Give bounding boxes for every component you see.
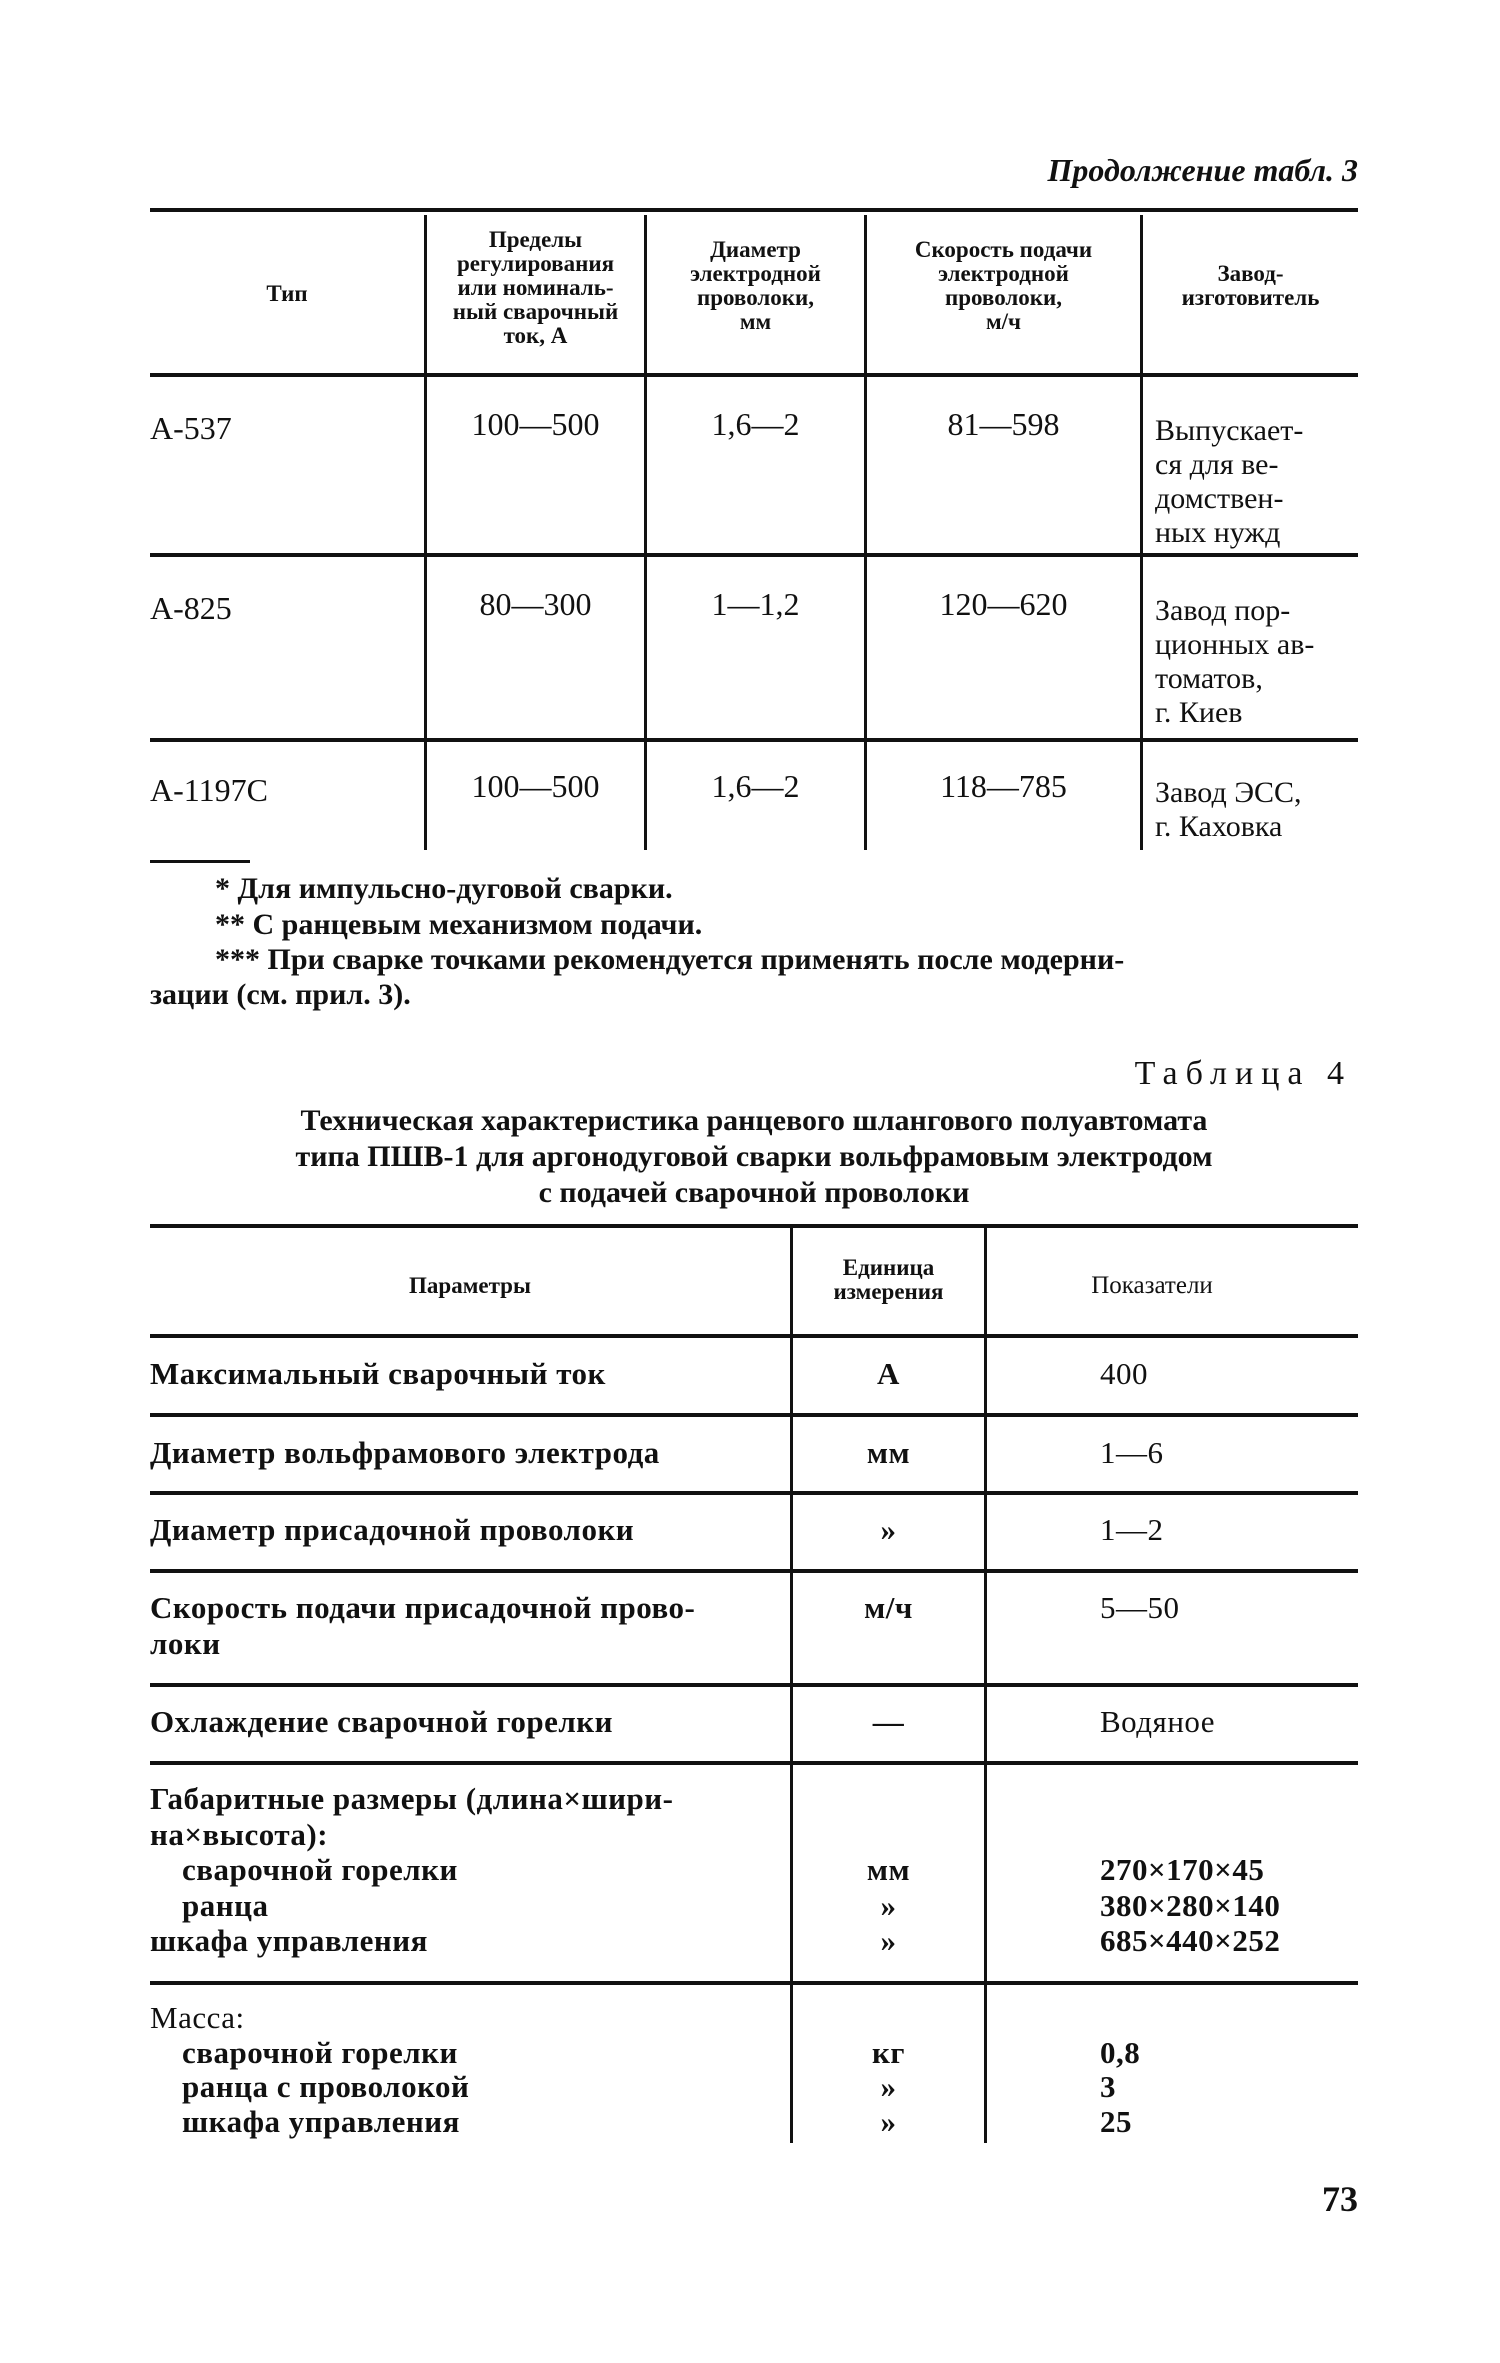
unit-line: мм [866, 1852, 911, 1887]
header-current [427, 228, 644, 348]
header-type [150, 282, 424, 306]
unit-cell: » [880, 1512, 897, 1547]
maker-line: ционных ав- [1155, 628, 1315, 661]
param-cell [150, 1590, 695, 1662]
param-line: Масса: [150, 2000, 245, 2035]
footnote-rule [150, 860, 250, 863]
cell-speed: 81—598 [947, 406, 1060, 442]
page-number: 73 [1322, 2179, 1358, 2219]
cell-diameter: 1,6—2 [711, 406, 800, 442]
param-cell: Диаметр присадочной проволоки [150, 1512, 635, 1547]
header-diameter [647, 238, 864, 334]
unit-cell [793, 1781, 984, 1959]
maker-line: г. Киев [1155, 696, 1243, 729]
value-line: 270×170×45 [1100, 1852, 1265, 1887]
value-line: 685×440×252 [1100, 1923, 1281, 1958]
header-line: измерения [833, 1279, 944, 1304]
header-line: Тип [266, 281, 308, 306]
header-line: ток, А [503, 323, 568, 348]
cell-diameter: 1,6—2 [711, 768, 800, 804]
value-line [1100, 1781, 1280, 1817]
value-cell: Водяное [1100, 1704, 1216, 1739]
param-line: сварочной горелки [182, 1852, 458, 1887]
param-line: локи [150, 1626, 221, 1661]
table-4-title: типа ПШВ-1 для аргонодуговой сварки вольфрамовым электродом [295, 1140, 1213, 1173]
param-line: ранца с проволокой [182, 2069, 470, 2104]
value-cell: 1—2 [1100, 1512, 1164, 1547]
value-cell [1100, 2001, 1140, 2139]
unit-cell: м/ч [864, 1590, 913, 1625]
unit-line: » [880, 1887, 897, 1923]
unit-cell: мм [866, 1435, 911, 1470]
cell-current: 80—300 [479, 586, 592, 622]
value-cell: 5—50 [1100, 1590, 1180, 1625]
unit-line [793, 1781, 984, 1817]
value-line: 25 [1100, 2103, 1132, 2139]
unit-line: » [880, 2103, 897, 2139]
continuation-label: Продолжение табл. 3 [1047, 152, 1358, 188]
footnote: *** При сварке точками рекомендуется применять после модерни- [215, 943, 1125, 976]
value-line [1100, 2001, 1140, 2036]
unit-line: » [880, 2069, 897, 2104]
table-4-label: Таблица 4 [1134, 1055, 1352, 1092]
param-cell: Охлаждение сварочной горелки [150, 1704, 613, 1739]
param-line: сварочной горелки [182, 2034, 458, 2070]
maker-line: ных нужд [1155, 516, 1281, 549]
param-line: Скорость подачи присадочной прово- [150, 1590, 696, 1625]
cell-speed: 120—620 [939, 586, 1068, 622]
cell-maker [1155, 414, 1303, 550]
unit-line: » [880, 1923, 897, 1958]
value-line [1100, 1817, 1280, 1853]
unit-line [793, 1817, 984, 1853]
param-line: шкафа управления [150, 1923, 428, 1958]
footnote: зации (см. прил. 3). [150, 978, 411, 1011]
table-4-title: с подачей сварочной проволоки [538, 1176, 970, 1209]
unit-line: кг [872, 2034, 905, 2070]
param-cell: Максимальный сварочный ток [150, 1356, 606, 1391]
cell-current: 100—500 [471, 768, 600, 804]
header-maker [1143, 262, 1358, 310]
header-line: ный сварочный [452, 299, 619, 324]
header-line: электродной [938, 261, 1069, 286]
header-line: м/ч [985, 309, 1022, 334]
cell-current: 100—500 [471, 406, 600, 442]
value-line: 0,8 [1100, 2034, 1141, 2070]
header-line: проволоки, [944, 285, 1063, 310]
header-parameters: Параметры [409, 1273, 531, 1298]
header-line: изготовитель [1181, 285, 1320, 310]
value-cell: 1—6 [1100, 1435, 1164, 1470]
maker-line: г. Каховка [1155, 810, 1283, 843]
param-line: шкафа управления [182, 2103, 460, 2139]
header-line: регулирования [456, 251, 615, 276]
param-line: Габаритные размеры (длина×шири- [150, 1781, 674, 1816]
maker-line: Завод ЭСС, [1155, 776, 1302, 809]
header-line: мм [739, 309, 772, 334]
header-line: проволоки, [696, 285, 815, 310]
maker-line: ся для ве- [1155, 448, 1279, 481]
header-line: или номиналь- [457, 275, 614, 300]
maker-line: томатов, [1155, 662, 1263, 695]
header-line: Пределы [488, 227, 583, 252]
cell-speed: 118—785 [940, 768, 1067, 804]
unit-cell: А [877, 1356, 900, 1391]
value-cell: 400 [1100, 1356, 1148, 1391]
header-line: Завод- [1217, 261, 1284, 286]
param-line: на×высота): [150, 1816, 329, 1852]
value-cell [1100, 1781, 1280, 1959]
header-speed [867, 238, 1140, 334]
maker-line: домствен- [1155, 482, 1284, 515]
cell-type: А-1197С [150, 772, 268, 808]
footnote: ** С ранцевым механизмом подачи. [215, 908, 703, 941]
param-cell: Диаметр вольфрамового электрода [150, 1435, 660, 1470]
value-line: 380×280×140 [1100, 1887, 1281, 1923]
header-unit [793, 1256, 984, 1304]
header-line: электродной [690, 261, 821, 286]
cell-maker [1155, 594, 1314, 730]
param-cell [150, 1781, 673, 1959]
header-value: Показатели [1091, 1272, 1213, 1299]
table-4-title: Техническая характеристика ранцевого шлангового полуавтомата [300, 1104, 1208, 1137]
maker-line: Выпускает- [1155, 414, 1304, 447]
cell-diameter: 1—1,2 [711, 586, 800, 622]
cell-maker [1155, 776, 1302, 844]
header-line: Скорость подачи [914, 237, 1093, 262]
unit-cell [793, 2001, 984, 2139]
param-cell [150, 2001, 469, 2139]
header-line: Диаметр [710, 237, 801, 262]
header-line: Единица [842, 1255, 935, 1280]
unit-cell: — [872, 1704, 905, 1739]
footnote: * Для импульсно-дуговой сварки. [215, 872, 673, 905]
value-line: 3 [1100, 2069, 1116, 2104]
unit-line [793, 2001, 984, 2036]
cell-type: А-825 [150, 590, 232, 626]
param-line: ранца [182, 1887, 269, 1923]
cell-type: А-537 [150, 410, 232, 446]
maker-line: Завод пор- [1155, 594, 1291, 627]
